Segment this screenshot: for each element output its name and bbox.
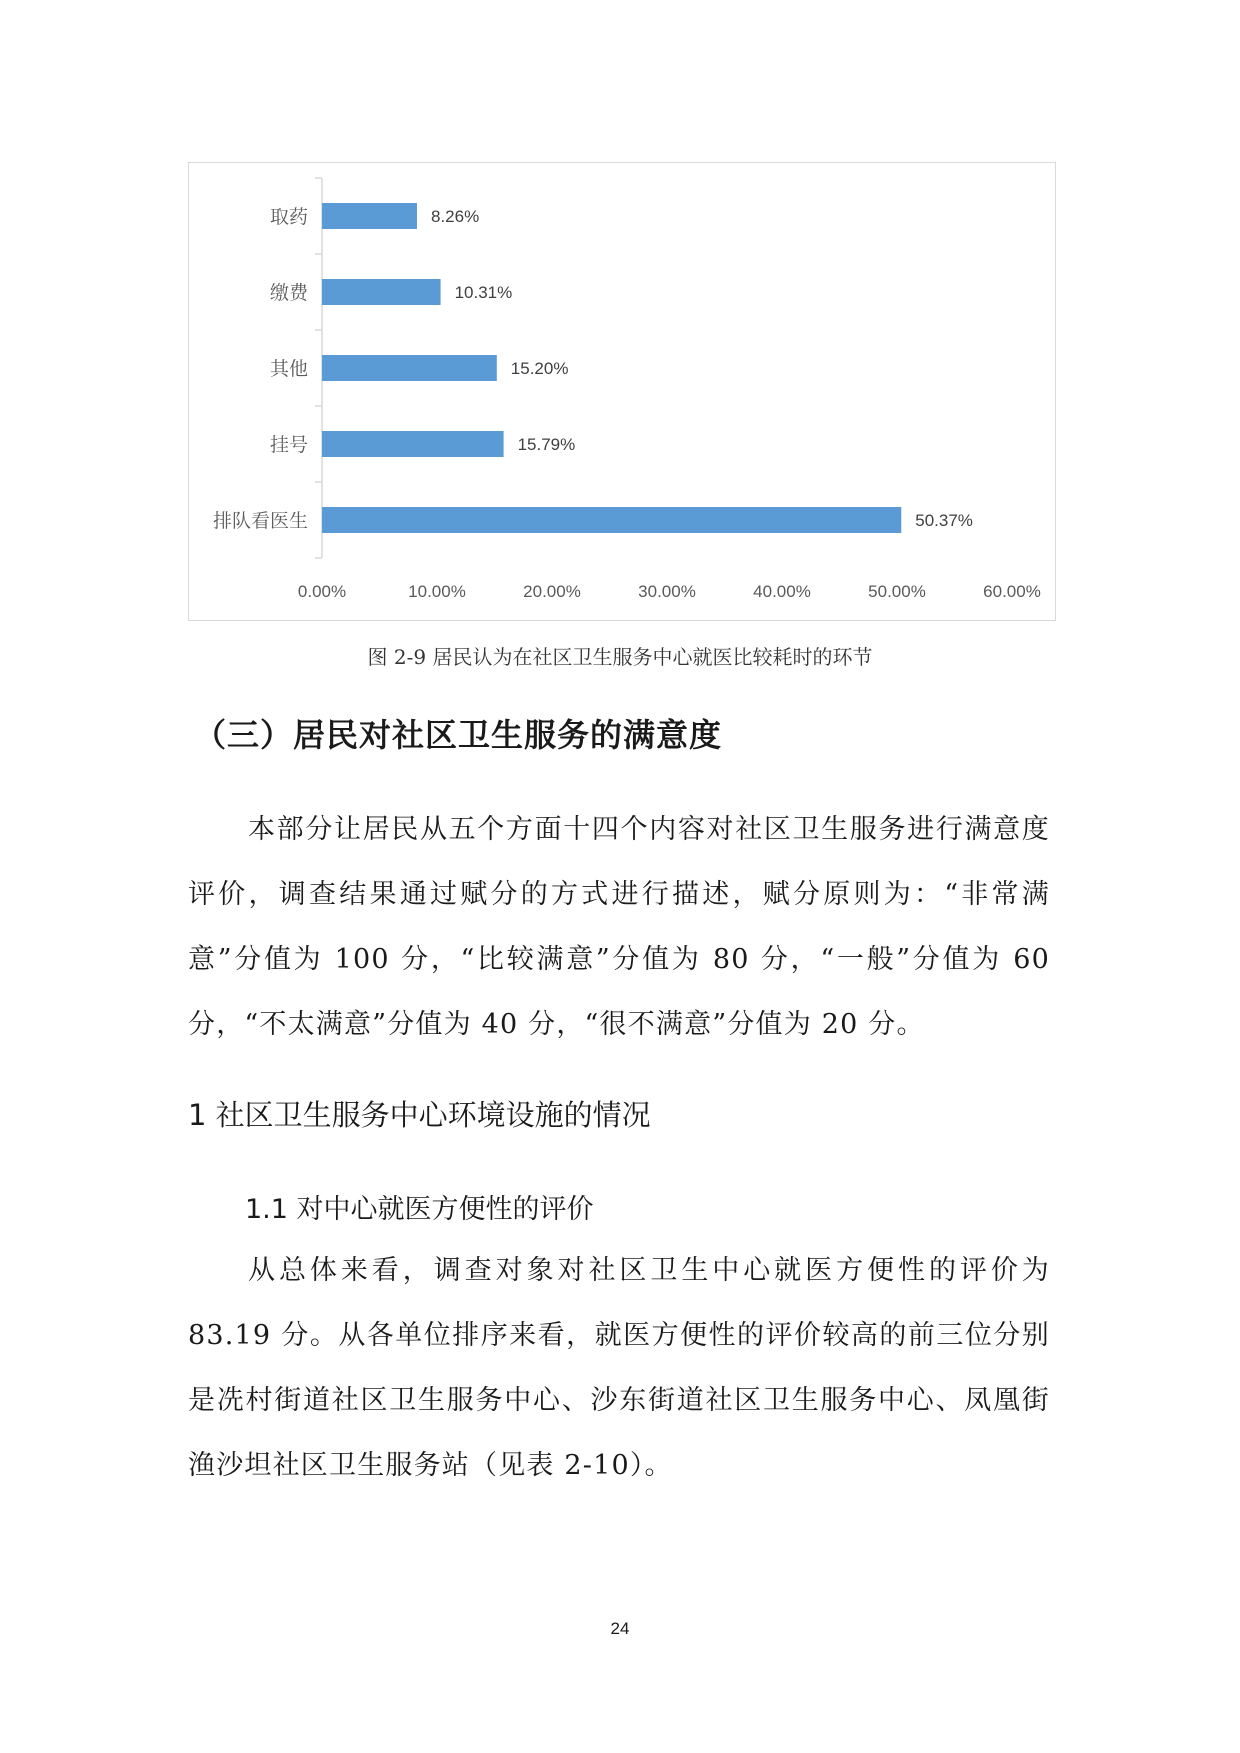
category-label: 挂号 (269, 434, 308, 456)
page-number: 24 (610, 1619, 630, 1638)
category-label: 其他 (269, 358, 308, 380)
data-label: 50.37% (915, 511, 973, 530)
paragraph-convenience-evaluation: 从总体来看，调查对象对社区卫生中心就医方便性的评价为 83.19 分。从各单位排序来看，就医方便性的评价较高的前三位分别是冼村街道社区卫生服务中心、沙东街道社区卫生服务中心、凤凰街渔沙坦社区卫生服务站（见表 2-10）。 (188, 1255, 1050, 1481)
x-tick-label: 0.00% (297, 582, 347, 601)
bar (322, 431, 504, 457)
data-label: 10.31% (454, 283, 513, 302)
paragraph-scoring-rules: 本部分让居民从五个方面十四个内容对社区卫生服务进行满意度评价，调查结果通过赋分的方式进行描述，赋分原则为：“非常满意”分值为 100 分，“比较满意”分值为 80 分，“一般”分值为 60 分，“不太满意”分值为 40 分，“很不满意”分值为 20 分。 (188, 814, 1050, 1040)
x-tick-label: 60.00% (983, 582, 1041, 601)
data-label: 8.26% (430, 207, 480, 226)
sub-subsection-heading: 1.1 对中心就医方便性的评价 (245, 1194, 594, 1225)
chart-svg (189, 163, 1057, 622)
category-label: 缴费 (269, 282, 308, 304)
section-heading: （三）居民对社区卫生服务的满意度 (194, 716, 723, 754)
x-tick-label: 50.00% (868, 582, 926, 601)
x-tick-label: 30.00% (638, 582, 696, 601)
bar (322, 203, 417, 229)
category-label: 取药 (269, 206, 308, 228)
x-tick-label: 40.00% (753, 582, 811, 601)
category-label: 排队看医生 (212, 510, 308, 532)
bar (322, 507, 901, 533)
x-tick-label: 20.00% (523, 582, 581, 601)
bar-chart (188, 162, 1056, 621)
data-label: 15.79% (517, 435, 576, 454)
bar (322, 355, 497, 381)
subsection-heading: 1 社区卫生服务中心环境设施的情况 (188, 1098, 651, 1132)
figure-caption: 图 2-9 居民认为在社区卫生服务中心就医比较耗时的环节 (367, 645, 873, 669)
bar (322, 279, 441, 305)
data-label: 15.20% (510, 359, 569, 378)
x-tick-label: 10.00% (408, 582, 466, 601)
